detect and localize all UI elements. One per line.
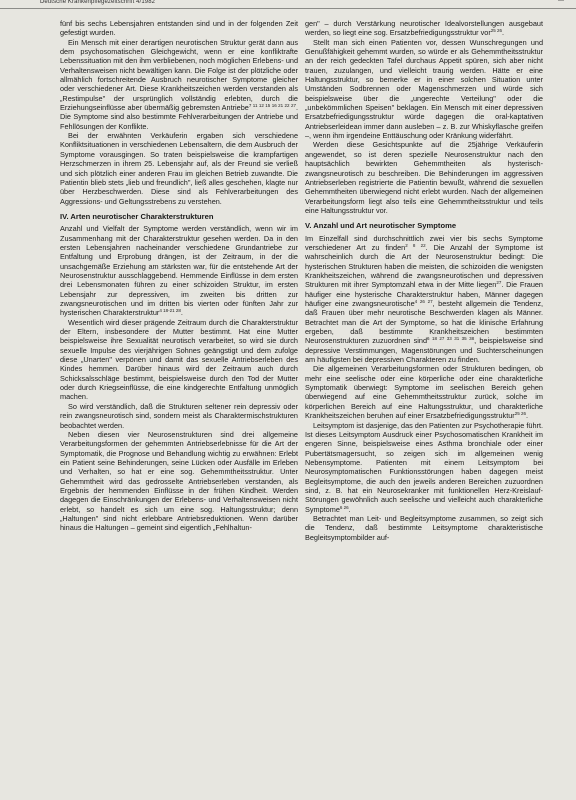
reference-superscript: 25 26 [514,411,526,417]
paragraph: Im Einzelfall sind durchschnittlich zwei vier bis sechs Symptome verschiedener Art zu finden$^{2 8 22}$. Die Anzahl der Symptome ist wahrscheinlich durch die Art der Neurosenstruktur bedingt: Die hysterischen Strukturen haben die meisten, die schizoiden die wenigsten Krankheitszeichen, während die zwangsneurotischen und depressiven Strukturen mit ihrer Symptomzahl etwa in der Mitte liegen$^{27}$. Die Frauen häufiger eine hysterische Charakterstruktur haben, Männer dagegen häufiger eine zwangsneurotische$^{4 26 27}$, besteht allgemein die Tendenz, daß Frauen über mehr neurotische Beschwerden klagen als Männer. Betrachtet man die Art der Symptome, so hat die klinische Erfahrung ergeben, daß bestimmte Krankheitszeichen bestimmten Neurosenstrukturen zuzuordnen sind$^{6 18 27 33 31 35 38}$, beispielsweise sind depressive Verstimmungen, Magenstörungen und Suchterscheinungen am häufigsten bei depressiven Charakteren zu finden. [305,233,544,365]
reference-superscript: 4 26 27 [414,299,433,305]
paragraph: Ein Mensch mit einer derartigen neurotischen Struktur gerät dann aus dem psychosomatischen Gleichgewicht, wenn er eine konfliktrafte Lebenssituation mit den ihm verbliebenen, noch möglichen Erlebens- und Verhaltensweisen nicht bewältigen kann. Die Folge ist der plötzliche oder allmählich fortschreitende Ausbruch neurotischer Symptome gleicher oder verschiedener Art. Diese Krankheitszeichen werden verstanden als „Restimpulse" der ursprünglich vollständig erlebten, durch die Erziehungseinflüsse aber übermäßig gebremsten Antriebe$^{7 11 12 15 16 21 22 27}$. Die Symptome sind also bestimmte Fehlverarbeitungen der Antriebe und Fehllösungen der Konflikte. [60,37,298,131]
reference-superscript: 6 18 27 33 31 35 38 [427,336,475,342]
running-header [0,0,576,9]
paragraph: Wesentlich wird dieser prägende Zeitraum durch die Charakterstruktur der Eltern, insbesondere der Mutter bestimmt. Hat eine Mutter beispielsweise ihre Sexualität neurotisch verarbeitet, so wird sie durch sexuelle Impulse des vierjährigen Sohnes geängstigt und dem zufolge diese „Unarten" verpönen und damit das sexuelle Antriebserleben des Kindes hemmen. Darüber hinaus wird der Zeitraum auch durch Schicksalsschläge bestimmt, beispielsweise durch den Tod der Mutter oder durch Kriegseinflüsse, die eine kindgerechte Entfaltung unmöglich machen. [60,317,298,402]
reference-superscript: 27 [496,280,502,286]
paragraph: Bei der erwähnten Verkäuferin ergaben sich verschiedene Konfliktsituationen in verschiedenen Lebensaltern, die dem Ausbruch der Symptome vorausgingen. So traten beispielsweise die krampfartigen Herzschmerzen in ihrem 25. Lebensjahr auf, als der Freund sie verließ und sich plötzlich einer anderen Frau im gleichen Betrieb zuwandte. Die Patientin blieb stets „lieb und freundlich", ließ alles geschehen, klagte nur über Herzbeschwerden. Diese sind als Fehlverarbeitungen des Aggressions- und Geltungsstrebens zu verstehen. [60,131,298,206]
paragraph: Neben diesen vier Neurosenstrukturen sind drei allgemeine Verarbeitungsformen der gehemmten Antriebserlebnisse für die Art der Symptomatik, die Prognose und Behandlung wichtig zu erwähnen: Erlebt ein Patient seine Behinderungen, seine Lücken oder Ausfälle im Erleben und Verhalten, so hat er eine sog. Gehemmtheitsstruktur. Unter Gehemmtheit wird das gedrosselte Antriebserleben verstanden, als Ergebnis der hemmenden Einflüsse in der frühen Kindheit. Werden dagegen die Einschränkungen der Erlebens- und Verhaltensweisen nicht erlebt, so handelt es sich um eine sog. Haltungsstruktur; denn „Haltungen" sind nicht erlebbare Antriebsreduktionen. Wenn darüber hinaus die Haltungen – gemeint sind eigentlich „Fehlhaltun- [60,429,298,533]
paragraph: Werden diese Gesichtspunkte auf die 25jährige Verkäuferin angewendet, so ist deren spezielle Neurosenstruktur nach den hauptsächlich bewirkten Gehemmtheiten als hysterisch-zwangsneurotisch zu beschreiben. Die Behinderungen im aggressiven Antriebserleben registrierte die Patientin bewußt, während die sexuellen Gehemmtheiten überwiegend nicht erlebt wurden. Nach der allgemeinen Verarbeitungsform liegt also teils eine Gehemmtheitsstruktur und teils eine Haltungsstruktur vor. [305,140,543,215]
paragraph: Stellt man sich einen Patienten vor, dessen Wunschregungen und Genußfähigkeit gehemmt wurden, so würde er als Gehemmtheitsstruktur an der reich gedeckten Tafel durchaus Appetit spüren, sich aber nicht trauen, zuzulangen, und vielleicht traurig werden. Hätte er eine Haltungsstruktur, so bemerke er in einer solchen Situation unter Umständen Sodbrennen oder Magenschmerzen und würde sich beispielsweise über die „ungerechte Verteilung" oder die „unbekömmlichen Speisen" beklagen. Ein Mensch mit einer depressiven Ersatzbefriedigungsstruktur würde dagegen die oral-kaptativen Antriebserleidean immer dann ausleben – z. B. zur Whiskyflasche greifen –, wenn ihm irgendeine Enttäuschung oder Kränkung widerfährt. [305,37,543,141]
reference-superscript: 6 26 [339,504,349,510]
paragraph: fünf bis sechs Lebensjahren entstanden sind und in der folgenden Zeit gefestigt wurden. [60,19,298,38]
section-heading: IV. Arten neurotischer Charakterstrukturen [60,211,214,221]
reference-superscript: 7 11 12 15 16 21 22 27 [248,103,296,109]
paragraph: gen" – durch Verstärkung neurotischer Idealvorstellungen ausgebaut werden, so liegt eine sog. Ersatzbefriedigungsstruktur vor$^{25 26}$. [305,19,543,38]
right-column [305,19,543,542]
section-heading: V. Anzahl und Art neurotischer Symptome [305,221,457,231]
reference-superscript: 4 18-21 28 [159,308,181,314]
page-mark: --- [558,0,564,4]
paragraph: Betrachtet man Leit- und Begleitsymptome zusammen, so zeigt sich die Tendenz, daß bestimmte Leitsymptome charakteristische Begleitsymptombilder auf- [305,513,543,542]
running-title: Deutsche Krankenpflegezeitschrift 4/1982 [40,0,156,5]
reference-superscript: 25 26 [490,28,503,34]
paragraph: So wird verständlich, daß die Strukturen seltener rein depressiv oder rein zwangsneurotisch sind, sondern meist als Charaktermischstrukturen beobachtet werden. [60,401,298,430]
reference-superscript: 2 8 22 [405,242,426,248]
paragraph: Die allgemeinen Verarbeitungsformen oder Strukturen bedingen, ob mehr eine seelische oder eine körperliche oder eine charakterliche Symptomatik überwiegt: Symptome im seelischen Bereich gehen überwiegend auf eine Gehemmtheitsstruktur zurück, solche im körperlichen Bereich auf eine Haltungsstruktur, und charakterliche Krankheitszeichen beruhen auf einer Ersatzbefriedigungsstruktur$^{25 26}$. [305,364,543,421]
paragraph: Anzahl und Vielfalt der Symptome werden verständlich, wenn wir im Zusammenhang mit der Charakterstruktur gesehen werden. Da in den ersten Lebensjahren nacheinander verschiedene Grundantriebe zur Entfaltung und Erprobung drängen, ist der Zeitraum, in der die unsachgemäße Erziehung am stärksten war, für die entstehende Art der Neurosenstruktur ausschlaggebend. Hemmende Einflüsse in dem ersten drei Lebensmonaten führen zu einer schizoiden Struktur, im ersten Lebensjahr zur depressiven, im zweiten bis dritten zur zwangsneurotischen und im dritten bis vierten oder fünften Jahr zur hysterischen Charakterstruktur$^{4 18-21 28}$. [60,224,298,318]
left-column [60,19,298,533]
paragraph: Leitsymptom ist dasjenige, das den Patienten zur Psychotherapie führt. Ist dieses Leitsymptom Ausdruck einer Psychosomatischen Krankheit im engeren Sinne, beispielsweise eines Asthma bronchiale oder einer Pubertätsmagersucht, so zeigen sich im allgemeinen wenig Nebensymptome. Patienten mit einem Leitsymptom bei Neurosymptomatischen Funktionsstörungen haben dagegen meist Begleitsymptome, die auch den jeweils anderen Bereichen zuzuordnen sind, z. B. hat ein Neurosekranker mit funktionellen Herz-Kreislauf-Störungen gewöhnlich auch seelische und vielleicht auch charakterliche Symptome$^{6 26}$. [305,420,543,514]
